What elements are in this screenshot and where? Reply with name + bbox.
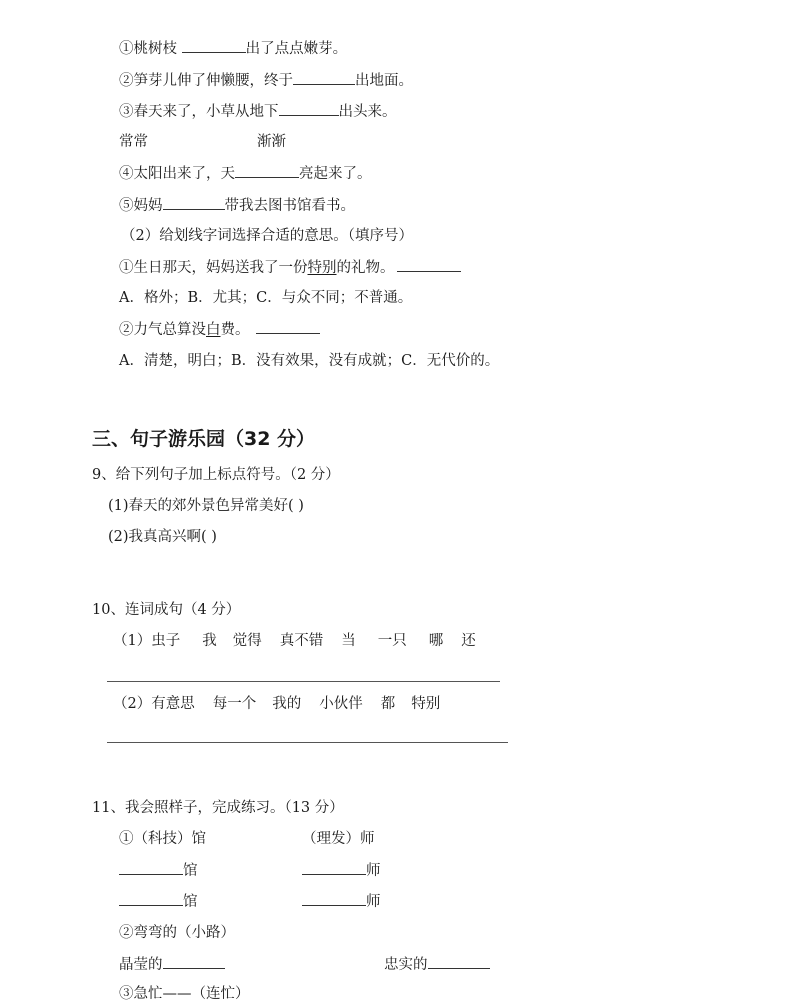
meaning-question-2 (119, 319, 320, 340)
practice-right-2 (302, 891, 381, 912)
example-1-left: ①（科技）馆 (119, 831, 206, 847)
word-choice-2: 渐渐 (257, 134, 286, 150)
word-order-row-2 (113, 694, 440, 714)
meaning-question-1-suffix: 的礼物。 (336, 260, 395, 276)
prefix-text: 忠实的 (384, 957, 428, 973)
question-9-item-1: (1)春天的郊外景色异常美好( ) (108, 498, 304, 514)
fill-question-3-suffix: 出头来。 (338, 104, 397, 120)
practice-right-1 (302, 860, 381, 881)
fill-question-5-prefix: ⑤妈妈 (119, 198, 163, 214)
word-card: 有意思 (151, 696, 195, 712)
answer-blank[interactable] (302, 891, 366, 906)
answer-blank[interactable] (182, 38, 246, 53)
suffix-text: 馆 (183, 894, 198, 910)
answer-blank[interactable] (119, 891, 183, 906)
word-card: 都 (380, 696, 396, 712)
practice-2-left (119, 954, 225, 975)
fill-question-3 (119, 101, 397, 122)
meaning-question-2-suffix: 费。 (220, 322, 250, 338)
example-3: ③急忙——（连忙） (119, 986, 250, 1002)
practice-left-1 (119, 860, 198, 881)
fill-question-5-suffix: 带我去图书馆看书。 (224, 198, 355, 214)
word-card: 我的 (272, 696, 302, 712)
answer-blank[interactable] (163, 954, 225, 969)
answer-line[interactable] (107, 681, 500, 682)
suffix-text: 师 (366, 863, 381, 879)
word-card: 虫子 (151, 633, 181, 649)
meaning-options-2: A．清楚，明白；B．没有效果，没有成就；C．无代价的。 (119, 353, 500, 369)
answer-blank[interactable] (397, 257, 461, 272)
answer-blank[interactable] (256, 319, 320, 334)
suffix-text: 馆 (183, 863, 198, 879)
meaning-question-1-prefix: ①生日那天，妈妈送我了一份 (119, 260, 308, 276)
word-card: 觉得 (232, 633, 262, 649)
fill-question-1 (119, 38, 347, 59)
meaning-question-2-prefix: ②力气总算没 (119, 322, 206, 338)
fill-question-4-suffix: 亮起来了。 (299, 166, 372, 182)
row-label: （1） (113, 633, 152, 649)
practice-left-2 (119, 891, 198, 912)
word-card: 真不错 (279, 633, 324, 649)
fill-question-2-prefix: ②笋芽儿伸了伸懒腰，终于 (119, 73, 293, 89)
question-11-title: 11、我会照样子，完成练习。（13 分） (92, 800, 344, 816)
example-1-right: （理发）师 (302, 831, 375, 847)
fill-question-4-prefix: ④太阳出来了，天 (119, 166, 235, 182)
word-card: 特别 (411, 696, 441, 712)
fill-question-2 (119, 70, 413, 91)
practice-2-right (384, 954, 490, 975)
answer-blank[interactable] (428, 954, 490, 969)
answer-blank[interactable] (279, 101, 339, 116)
fill-question-2-suffix: 出地面。 (355, 73, 413, 89)
fill-question-3-prefix: ③春天来了，小草从地下 (119, 104, 279, 120)
question-9-title: 9、给下列句子加上标点符号。（2 分） (92, 467, 340, 483)
meaning-options-1: A．格外；B．尤其；C．与众不同；不普通。 (119, 290, 413, 306)
fill-question-5 (119, 195, 355, 216)
answer-blank[interactable] (163, 195, 225, 210)
underlined-word: 特别 (307, 260, 337, 276)
fill-question-4 (119, 163, 372, 184)
answer-line[interactable] (107, 742, 508, 743)
word-card: 一只 (377, 633, 407, 649)
answer-blank[interactable] (235, 163, 299, 178)
word-card: 哪 (428, 633, 444, 649)
answer-blank[interactable] (302, 860, 366, 875)
question-10-title: 10、连词成句（4 分） (92, 602, 241, 618)
row-label: （2） (113, 696, 152, 712)
word-card: 还 (461, 633, 476, 649)
word-card: 每一个 (212, 696, 257, 712)
word-card: 我 (202, 633, 217, 649)
fill-question-1-prefix: ①桃树枝 (119, 41, 182, 57)
meaning-question-1 (119, 257, 461, 278)
answer-blank[interactable] (293, 70, 355, 85)
word-card: 小伙伴 (319, 696, 363, 712)
section-heading: 三、句子游乐园（32 分） (92, 428, 316, 450)
word-order-row-1 (113, 631, 476, 651)
fill-question-1-suffix: 出了点点嫩芽。 (245, 41, 348, 57)
answer-blank[interactable] (119, 860, 183, 875)
word-choice-1: 常常 (119, 134, 148, 150)
example-2: ②弯弯的（小路） (119, 925, 235, 941)
subquestion-2-title: （2）给划线字词选择合适的意思。（填序号） (121, 228, 413, 244)
underlined-word: 白 (206, 322, 221, 338)
word-card: 当 (341, 633, 356, 649)
question-9-item-2: (2)我真高兴啊( ) (108, 529, 217, 545)
prefix-text: 晶莹的 (119, 957, 163, 973)
suffix-text: 师 (366, 894, 381, 910)
